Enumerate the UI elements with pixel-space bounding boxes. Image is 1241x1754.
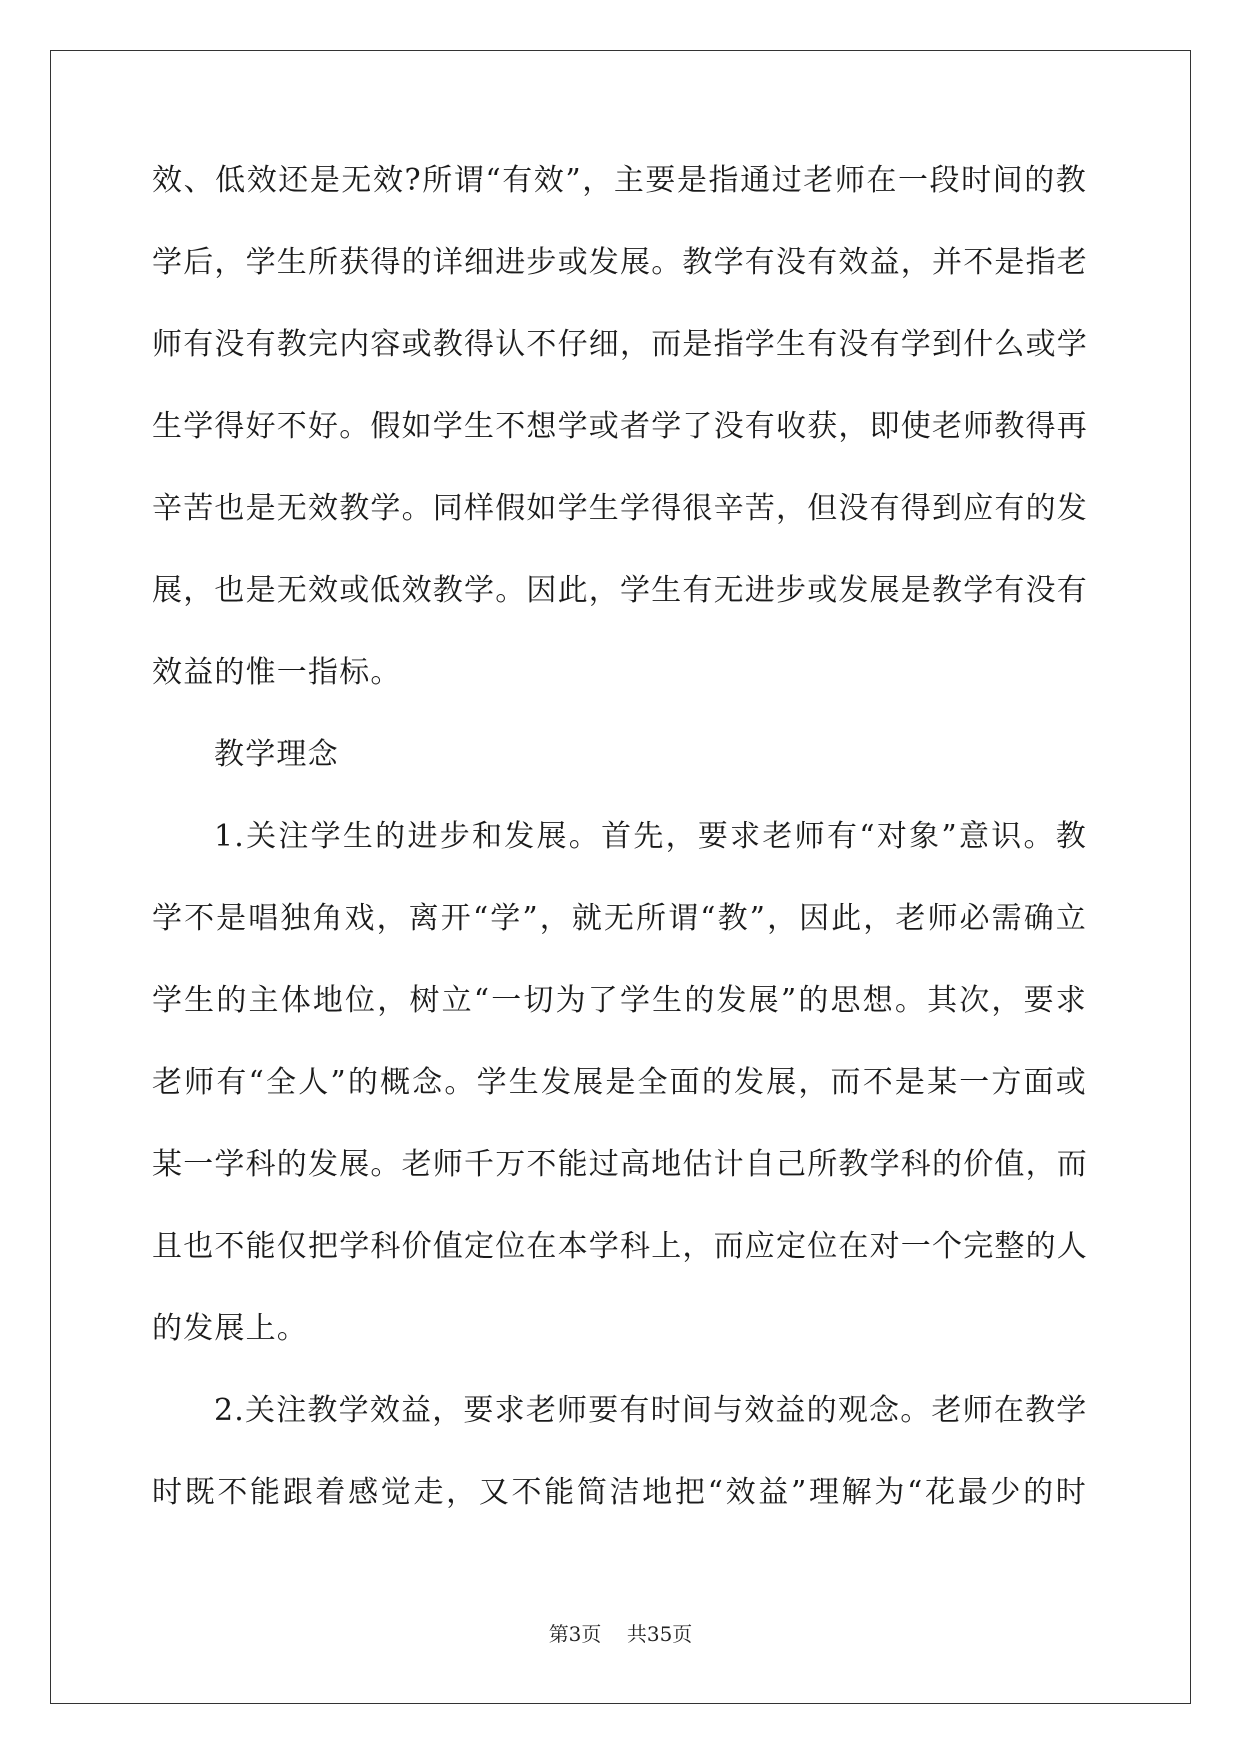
text-line: 效益的惟一指标。 [152,655,402,690]
text-line: 且也不能仅把学科价值定位在本学科上，而应定位在对一个完整的人 [152,1229,1088,1264]
text-line: 教学理念 [214,737,339,772]
text-line: 师有没有教完内容或教得认不仔细，而是指学生有没有学到什么或学 [152,327,1088,362]
text-line: 1.关注学生的进步和发展。首先，要求老师有“对象”意识。教 [214,819,1087,854]
text-line: 学生的主体地位，树立“一切为了学生的发展”的思想。其次，要求 [152,983,1087,1018]
text-line: 2.关注教学效益，要求老师要有时间与效益的观念。老师在教学 [214,1393,1088,1428]
text-line: 辛苦也是无效教学。同样假如学生学得很辛苦，但没有得到应有的发 [152,491,1088,526]
text-line: 的发展上。 [152,1311,308,1346]
text-line: 学后，学生所获得的详细进步或发展。教学有没有效益，并不是指老 [152,245,1088,280]
text-line: 时既不能跟着感觉走，又不能简洁地把“效益”理解为“花最少的时 [152,1475,1087,1510]
text-line: 生学得好不好。假如学生不想学或者学了没有收获，即使老师教得再 [152,409,1088,444]
page-total: 共35页 [626,1622,693,1646]
document-body [152,161,1087,1555]
page-footer [0,1622,1241,1646]
text-line: 效、低效还是无效?所谓“有效”，主要是指通过老师在一段时间的教 [152,163,1087,198]
text-line: 学不是唱独角戏，离开“学”，就无所谓“教”，因此，老师必需确立 [152,901,1087,936]
text-line: 某一学科的发展。老师千万不能过高地估计自己所教学科的价值，而 [152,1147,1088,1182]
text-line: 展，也是无效或低效教学。因此，学生有无进步或发展是教学有没有 [152,573,1088,608]
text-line: 老师有“全人”的概念。学生发展是全面的发展，而不是某一方面或 [152,1065,1087,1100]
page-number: 第3页 [548,1622,602,1646]
